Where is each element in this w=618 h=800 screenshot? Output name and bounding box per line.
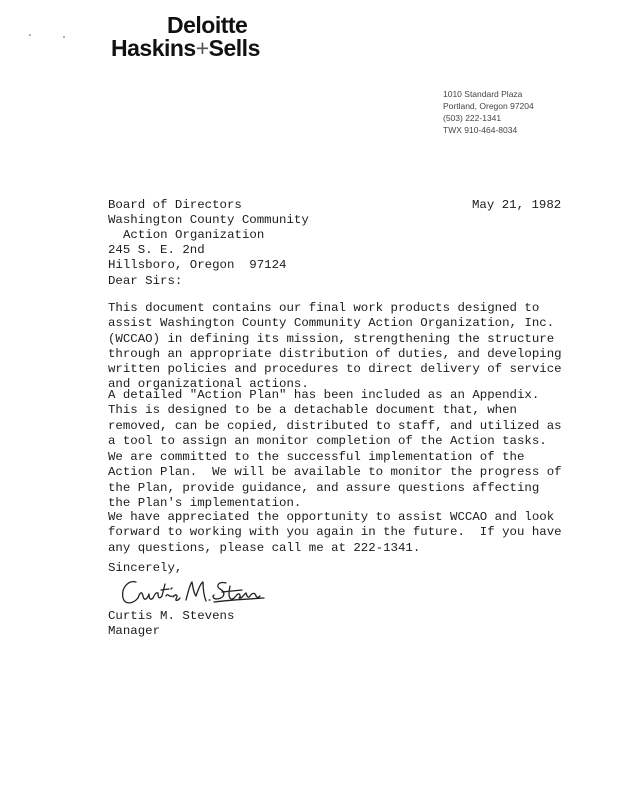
scan-speck <box>63 36 65 38</box>
recipient-line: Hillsboro, Oregon 97124 <box>108 258 287 272</box>
recipient-line: Washington County Community <box>108 213 309 227</box>
body-paragraph-2 <box>108 388 568 449</box>
recipient-line: 245 S. E. 2nd <box>108 243 205 257</box>
signer-title: Manager <box>108 624 161 638</box>
paragraph-line: This is designed to be a detachable document that, when <box>108 403 517 418</box>
paragraph-line: assist Washington County Community Action Organization, Inc. <box>108 316 555 331</box>
body-paragraph-4 <box>108 510 568 556</box>
recipient-block <box>108 198 309 273</box>
paragraph-line: removed, can be copied, distributed to staff, and utilized as <box>108 418 562 433</box>
recipient-line: Action Organization <box>123 228 265 242</box>
address-line: Portland, Oregon 97204 <box>443 101 534 111</box>
paragraph-line: We are committed to the successful implementation of the <box>108 450 525 464</box>
paragraph-line: Action Plan. We will be available to monitor the progress of <box>108 465 562 480</box>
paragraph-line: This document contains our final work products designed to <box>108 301 540 315</box>
paragraph-line: (WCCAO) in defining its mission, strengthening the structure <box>108 331 555 346</box>
paragraph-line: the Plan's implementation. <box>108 495 302 510</box>
paragraph-line: a tool to assign an monitor completion of the Action tasks. <box>108 433 547 448</box>
address-line: TWX 910-464-8034 <box>443 125 518 135</box>
firm-address <box>443 88 534 136</box>
firm-logo-line1: Deloitte <box>167 12 248 38</box>
handwritten-signature <box>118 574 268 610</box>
paragraph-line: the Plan, provide guidance, and assure questions affecting <box>108 480 540 495</box>
firm-logo-haskins: Haskins <box>111 35 196 61</box>
paragraph-line: written policies and procedures to direct delivery of service <box>108 362 562 377</box>
paragraph-line: We have appreciated the opportunity to assist WCCAO and look <box>108 510 555 524</box>
paragraph-line: and organizational actions. <box>108 377 309 392</box>
scan-speck <box>29 34 31 36</box>
signer-name: Curtis M. Stevens <box>108 609 235 623</box>
recipient-line: Board of Directors <box>108 198 242 212</box>
paragraph-line: forward to working with you again in the future. If you have <box>108 525 562 540</box>
paragraph-line: any questions, please call me at 222-1341. <box>108 540 421 555</box>
address-line: 1010 Standard Plaza <box>443 89 523 99</box>
letter-date: May 21, 1982 <box>472 198 562 212</box>
firm-logo-sells: Sells <box>208 35 260 61</box>
paragraph-line: A detailed "Action Plan" has been included as an Appendix. <box>108 388 540 402</box>
address-line: (503) 222-1341 <box>443 113 502 123</box>
body-paragraph-1 <box>108 301 568 393</box>
firm-logo <box>111 14 260 60</box>
salutation: Dear Sirs: <box>108 274 183 288</box>
body-paragraph-3 <box>108 450 568 511</box>
firm-logo-plus: + <box>195 35 209 61</box>
firm-logo-line2 <box>111 37 260 60</box>
paragraph-line: through an appropriate distribution of duties, and developing <box>108 346 562 361</box>
signer-block <box>108 609 234 639</box>
closing: Sincerely, <box>108 561 183 575</box>
